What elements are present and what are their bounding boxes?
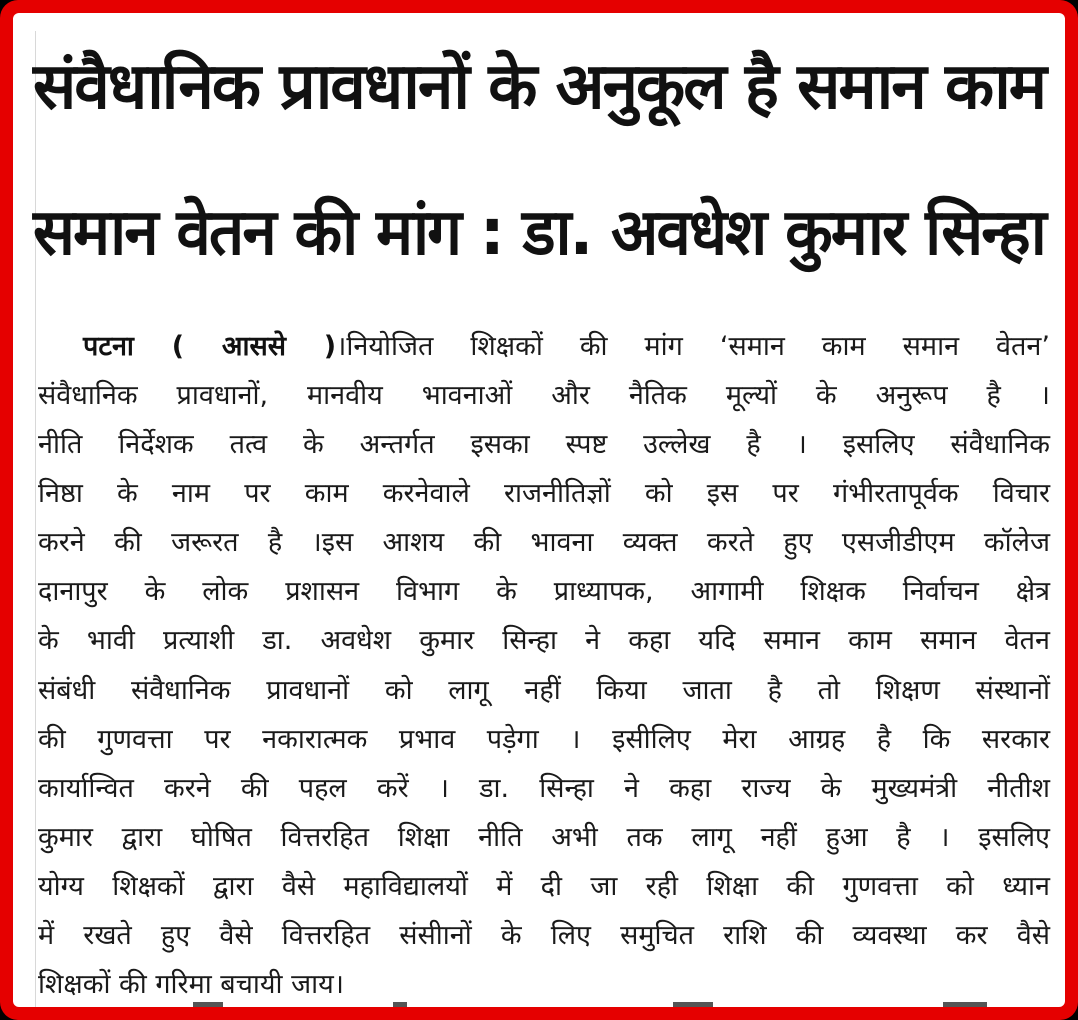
- body-line-10: कार्यान्वित करने की पहल करें । डा. सिन्हा ने कहा राज्य के मुख्यमंत्री नीतीश: [38, 772, 1050, 804]
- headline-line-2: समान वेतन की मांग : डा. अवधेश कुमार सिन्हा: [33, 196, 1045, 270]
- body-line-13: में रखते हुए वैसे वित्तरहित संसीानों के लिए समुचित राशि की व्यवस्था कर वैसे: [38, 919, 1050, 951]
- body-line-6: दानापुर के लोक प्रशासन विभाग के प्राध्यापक, आगामी शिक्षक निर्वाचन क्षेत्र: [38, 576, 1050, 608]
- body-line-1: [83, 333, 1050, 360]
- body-line-14: शिक्षकों की गरिमा बचायी जाय।: [38, 969, 345, 1000]
- cut-off-text-fragments: [13, 999, 1065, 1007]
- body-line-1-text: ।नियोजित शिक्षकों की मांग ‘समान काम समान वेतन’: [336, 331, 1051, 362]
- dateline: पटना ( आससे ): [83, 331, 337, 362]
- body-line-5: करने की जरूरत है ।इस आशय की भावना व्यक्त करते हुए एसजीडीएम कॉलेज: [38, 527, 1050, 559]
- headline-line-1: संवैधानिक प्रावधानों के अनुकूल है समान काम: [33, 50, 1046, 124]
- body-line-2: संवैधानिक प्रावधानों, मानवीय भावनाओं और नैतिक मूल्यों के अनुरूप है ।: [38, 380, 1050, 412]
- body-line-7: के भावी प्रत्याशी डा. अवधेश कुमार सिन्हा ने कहा यदि समान काम समान वेतन: [38, 625, 1050, 657]
- column-rule: [35, 31, 36, 1007]
- body-line-8: संबंधी संवैधानिक प्रावधानों को लागू नहीं किया जाता है तो शिक्षण संस्थानों: [38, 674, 1050, 706]
- body-line-11: कुमार द्वारा घोषित वित्तरहित शिक्षा नीति अभी तक लागू नहीं हुआ है । इसलिए: [38, 821, 1050, 853]
- body-line-3: नीति निर्देशक तत्व के अन्तर्गत इसका स्पष्ट उल्लेख है । इसलिए संवैधानिक: [38, 429, 1050, 461]
- body-line-12: योग्य शिक्षकों द्वारा वैसे महाविद्यालयों में दी जा रही शिक्षा की गुणवत्ता को ध्यान: [38, 870, 1050, 902]
- body-line-9: की गुणवत्ता पर नकारात्मक प्रभाव पड़ेगा । इसीलिए मेरा आग्रह है कि सरकार: [38, 723, 1050, 755]
- body-line-4: निष्ठा के नाम पर काम करनेवाले राजनीतिज्ञों को इस पर गंभीरतापूर्वक विचार: [38, 478, 1050, 510]
- newspaper-clipping: [13, 13, 1065, 1007]
